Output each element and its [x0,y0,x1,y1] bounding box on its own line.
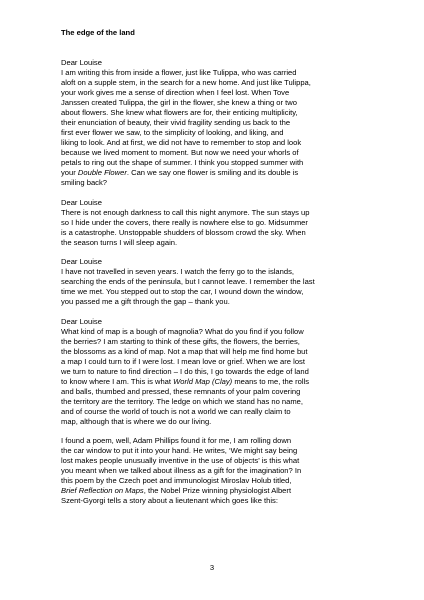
body-text: the car window to put it into your hand. He writes, ‘We might say being [61,446,298,455]
letters-container [61,58,379,506]
body-text: means to me, the rolls [232,376,310,386]
body-line [61,178,379,188]
body-line [61,466,379,476]
body-text: time we met. You stepped out to stop the car, I wound down the window, [61,287,304,296]
body-line [61,387,379,397]
body-line [61,407,379,417]
body-text: because we lived moment to moment. But now we need your whorls of [61,148,299,157]
body-text: searching the ends of the peninsula, but I cannot leave. I remember the last [61,277,315,286]
body-text: I have not travelled in seven years. I watch the ferry go to the islands, [61,267,294,276]
body-line [61,138,379,148]
body-text: to know where I am. This is what [61,376,174,386]
paragraph-gap [61,188,379,198]
body-line [61,88,379,98]
body-text: we turn to nature to find direction – I do this, I go towards the edge of land [61,366,309,376]
body-text: the territory [61,396,102,406]
body-line [61,238,379,248]
letter-salutation: Dear Louise [61,257,102,266]
body-line [61,118,379,128]
body-text: lost makes people unusually inventive in the use of objects’ is this what [61,456,300,465]
body-text: Szent-Gyorgi tells a story about a lieutenant which goes like this: [61,496,278,505]
body-line [61,436,379,446]
body-text: so I hide under the covers, there really is nowhere else to go. Midsummer [61,217,308,227]
body-line [61,128,379,138]
body-line [61,277,379,287]
body-text: I found a poem, well, Adam Phillips found it for me, I am rolling down [61,436,292,445]
body-text: is a catastrophe. Unstoppable shudders of blossom crowd the sky. When [61,227,306,237]
body-text: petals to ring out the shape of summer. I think you stopped summer with [61,158,304,167]
body-line [61,337,379,347]
body-line [61,446,379,456]
body-text: this poem by the Czech poet and immunologist Miroslav Holub titled, [61,476,292,485]
body-line [61,108,379,118]
body-line [61,347,379,357]
body-line [61,78,379,88]
body-text: . Can we say one flower is smiling and its double is [126,168,299,177]
page-body [61,28,379,506]
italic-title-text: Double Flower [77,168,127,177]
body-text: and balls, thumbed and pressed, these remnants of your palm covering [61,386,301,396]
body-line [61,476,379,486]
body-text: I am writing this from inside a flower, just like Tulippa, who was carried [61,68,297,77]
body-line [61,287,379,297]
body-text: a map I could turn to if I were lost. I mean love or grief. When we are lost [61,356,305,366]
body-line [61,496,379,506]
italic-title-text: Brief Reflection on Maps [61,486,144,495]
body-text: the blossoms as a kind of map. Not a map that will help me find home but [61,346,308,356]
body-line [61,377,379,387]
letter [61,257,379,307]
body-line [61,208,379,218]
body-text: the berries? I am starting to think of these gifts, the flowers, the berries, [61,336,300,346]
paragraph-gap [61,307,379,317]
body-line [61,98,379,108]
body-text: the season turns I will sleep again. [61,237,178,247]
body-line [61,367,379,377]
body-text: first ever flower we saw, to the simplicity of looking, and liking, and [61,128,284,137]
paragraph-gap [61,248,379,258]
paragraph-gap [61,427,379,437]
body-line [61,68,379,78]
body-line [61,267,379,277]
body-text: , the Nobel Prize winning physiologist Albert [143,486,292,495]
body-text: and of course the world of touch is not a world we can really claim to [61,406,291,416]
page-number: 3 [209,563,215,572]
body-text: you meant when we talked about illness as a gift for the imagination? In [61,466,302,475]
body-line [61,158,379,168]
body-text: your work gives me a sense of direction when I feel lost. When Tove [61,88,290,97]
body-line [61,228,379,238]
body-line [61,218,379,228]
body-text: the territory. The ledge on which we stand has no name, [112,396,304,406]
body-text: Janssen created Tulippa, the girl in the flower, she knew a thing or two [61,98,297,107]
body-text: liking to look. And at first, we did not have to remember to stop and look [61,138,302,147]
body-line [61,397,379,407]
body-text: map, although that is where we do our living. [61,416,212,426]
body-line [61,357,379,367]
letter-salutation: Dear Louise [61,316,102,326]
body-line [61,327,379,337]
body-line [61,297,379,307]
body-line [61,486,379,496]
body-text: your [61,168,78,177]
body-text: There is not enough darkness to call this night anymore. The sun stays up [61,207,310,217]
italic-title-text: World Map (Clay) [173,376,233,386]
body-text: What kind of map is a bough of magnolia? What do you find if you follow [61,326,304,336]
body-text: aloft on a supple stem, in the search for a new home. And just like Tulippa, [61,78,311,87]
body-line [61,417,379,427]
body-text: smiling back? [61,178,108,187]
letter [61,317,379,427]
document-title: The edge of the land [61,28,135,37]
letter [61,198,379,248]
body-line [61,456,379,466]
body-text: their enunciation of beauty, their vivid fragility sending us back to the [61,118,291,127]
letter [61,436,379,506]
body-text: you passed me a gift through the gap – thank you. [61,297,230,306]
body-text: about flowers. She knew what flowers are for, their enticing multiplicity, [61,108,298,117]
letter-salutation: Dear Louise [61,58,102,67]
letter-salutation: Dear Louise [61,197,102,207]
italic-title-text: are [101,396,113,406]
letter [61,58,379,188]
body-line [61,148,379,158]
body-line [61,168,379,178]
